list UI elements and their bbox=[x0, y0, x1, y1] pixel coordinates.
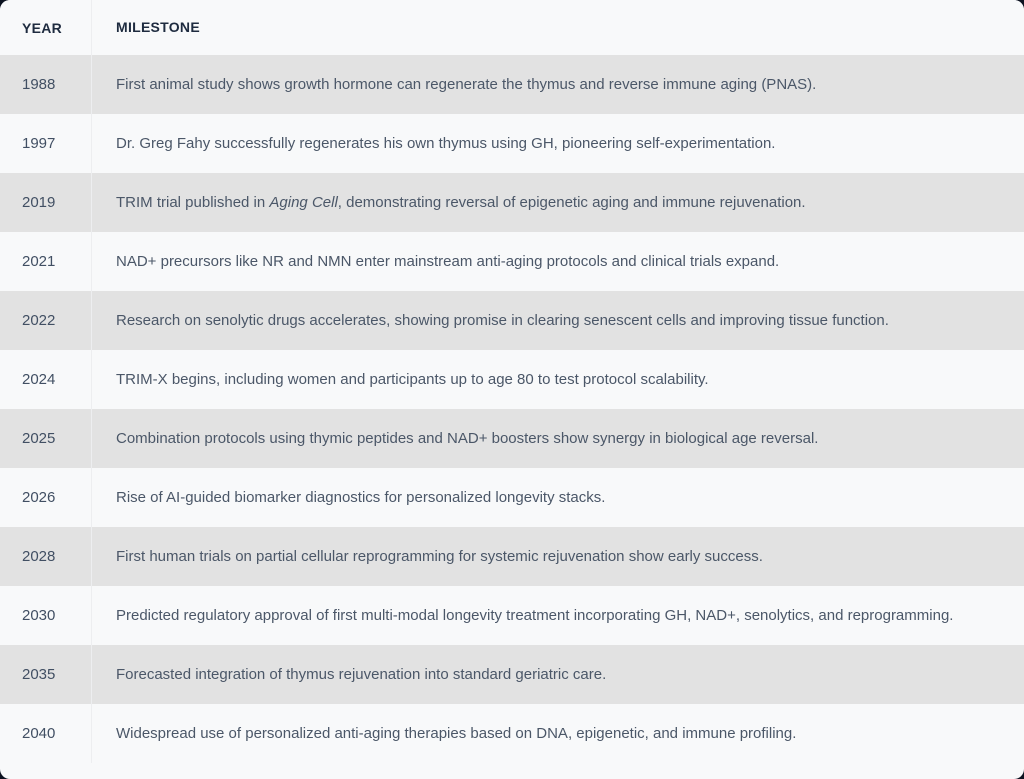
year-cell: 2026 bbox=[22, 489, 56, 506]
year-cell: 2035 bbox=[22, 666, 56, 683]
milestone-text: Combination protocols using thymic peptides and NAD+ boosters show synergy in biological age reversal. bbox=[116, 430, 819, 447]
milestone-cell bbox=[91, 586, 1024, 645]
milestone-text: Rise of AI-guided biomarker diagnostics for personalized longevity stacks. bbox=[116, 489, 606, 506]
year-cell: 2030 bbox=[22, 607, 56, 624]
milestone-cell bbox=[91, 704, 1024, 763]
milestone-text: Dr. Greg Fahy successfully regenerates his own thymus using GH, pioneering self-experimentation. bbox=[116, 135, 776, 152]
milestone-cell bbox=[91, 350, 1024, 409]
year-cell: 2019 bbox=[22, 194, 56, 211]
milestone-text: TRIM-X begins, including women and participants up to age 80 to test protocol scalability. bbox=[116, 371, 709, 388]
table-row bbox=[0, 291, 1024, 350]
milestone-text: Research on senolytic drugs accelerates, showing promise in clearing senescent cells and improving tissue function. bbox=[116, 312, 889, 329]
milestone-cell bbox=[91, 114, 1024, 173]
table-row bbox=[0, 468, 1024, 527]
table-row bbox=[0, 586, 1024, 645]
milestone-cell bbox=[91, 173, 1024, 232]
milestone-text: First human trials on partial cellular reprogramming for systemic rejuvenation show early success. bbox=[116, 548, 763, 565]
milestone-text: TRIM trial published in Aging Cell, demonstrating reversal of epigenetic aging and immune rejuvenation. bbox=[116, 194, 806, 211]
milestone-cell bbox=[91, 645, 1024, 704]
column-header-milestone: MILESTONE bbox=[91, 0, 1024, 55]
table-row bbox=[0, 350, 1024, 409]
year-cell: 2021 bbox=[22, 253, 56, 270]
milestone-cell bbox=[91, 291, 1024, 350]
milestone-text: Forecasted integration of thymus rejuvenation into standard geriatric care. bbox=[116, 666, 607, 683]
table-row bbox=[0, 232, 1024, 291]
table-row bbox=[0, 173, 1024, 232]
year-cell: 2022 bbox=[22, 312, 56, 329]
year-cell: 1997 bbox=[22, 135, 56, 152]
table-header-row bbox=[0, 0, 1024, 55]
table-row bbox=[0, 55, 1024, 114]
year-cell: 2028 bbox=[22, 548, 56, 565]
year-cell: 2040 bbox=[22, 725, 56, 742]
year-cell: 2024 bbox=[22, 371, 56, 388]
milestone-cell bbox=[91, 468, 1024, 527]
milestone-cell bbox=[91, 527, 1024, 586]
table-row bbox=[0, 409, 1024, 468]
table-row bbox=[0, 704, 1024, 763]
milestone-cell bbox=[91, 409, 1024, 468]
milestone-text: First animal study shows growth hormone can regenerate the thymus and reverse immune aging (PNAS). bbox=[116, 76, 817, 93]
table-body bbox=[0, 55, 1024, 763]
table-row bbox=[0, 645, 1024, 704]
year-cell: 1988 bbox=[22, 76, 56, 93]
table-row bbox=[0, 527, 1024, 586]
table-row bbox=[0, 114, 1024, 173]
milestone-cell bbox=[91, 55, 1024, 114]
milestone-cell bbox=[91, 232, 1024, 291]
column-header-year: YEAR bbox=[22, 19, 63, 36]
year-cell: 2025 bbox=[22, 430, 56, 447]
milestone-text: NAD+ precursors like NR and NMN enter mainstream anti-aging protocols and clinical trials expand. bbox=[116, 253, 780, 270]
milestone-text: Widespread use of personalized anti-aging therapies based on DNA, epigenetic, and immune profiling. bbox=[116, 725, 797, 742]
milestone-text: Predicted regulatory approval of first multi-modal longevity treatment incorporating GH, NAD+, senolytics, and reprogramming. bbox=[116, 607, 954, 624]
